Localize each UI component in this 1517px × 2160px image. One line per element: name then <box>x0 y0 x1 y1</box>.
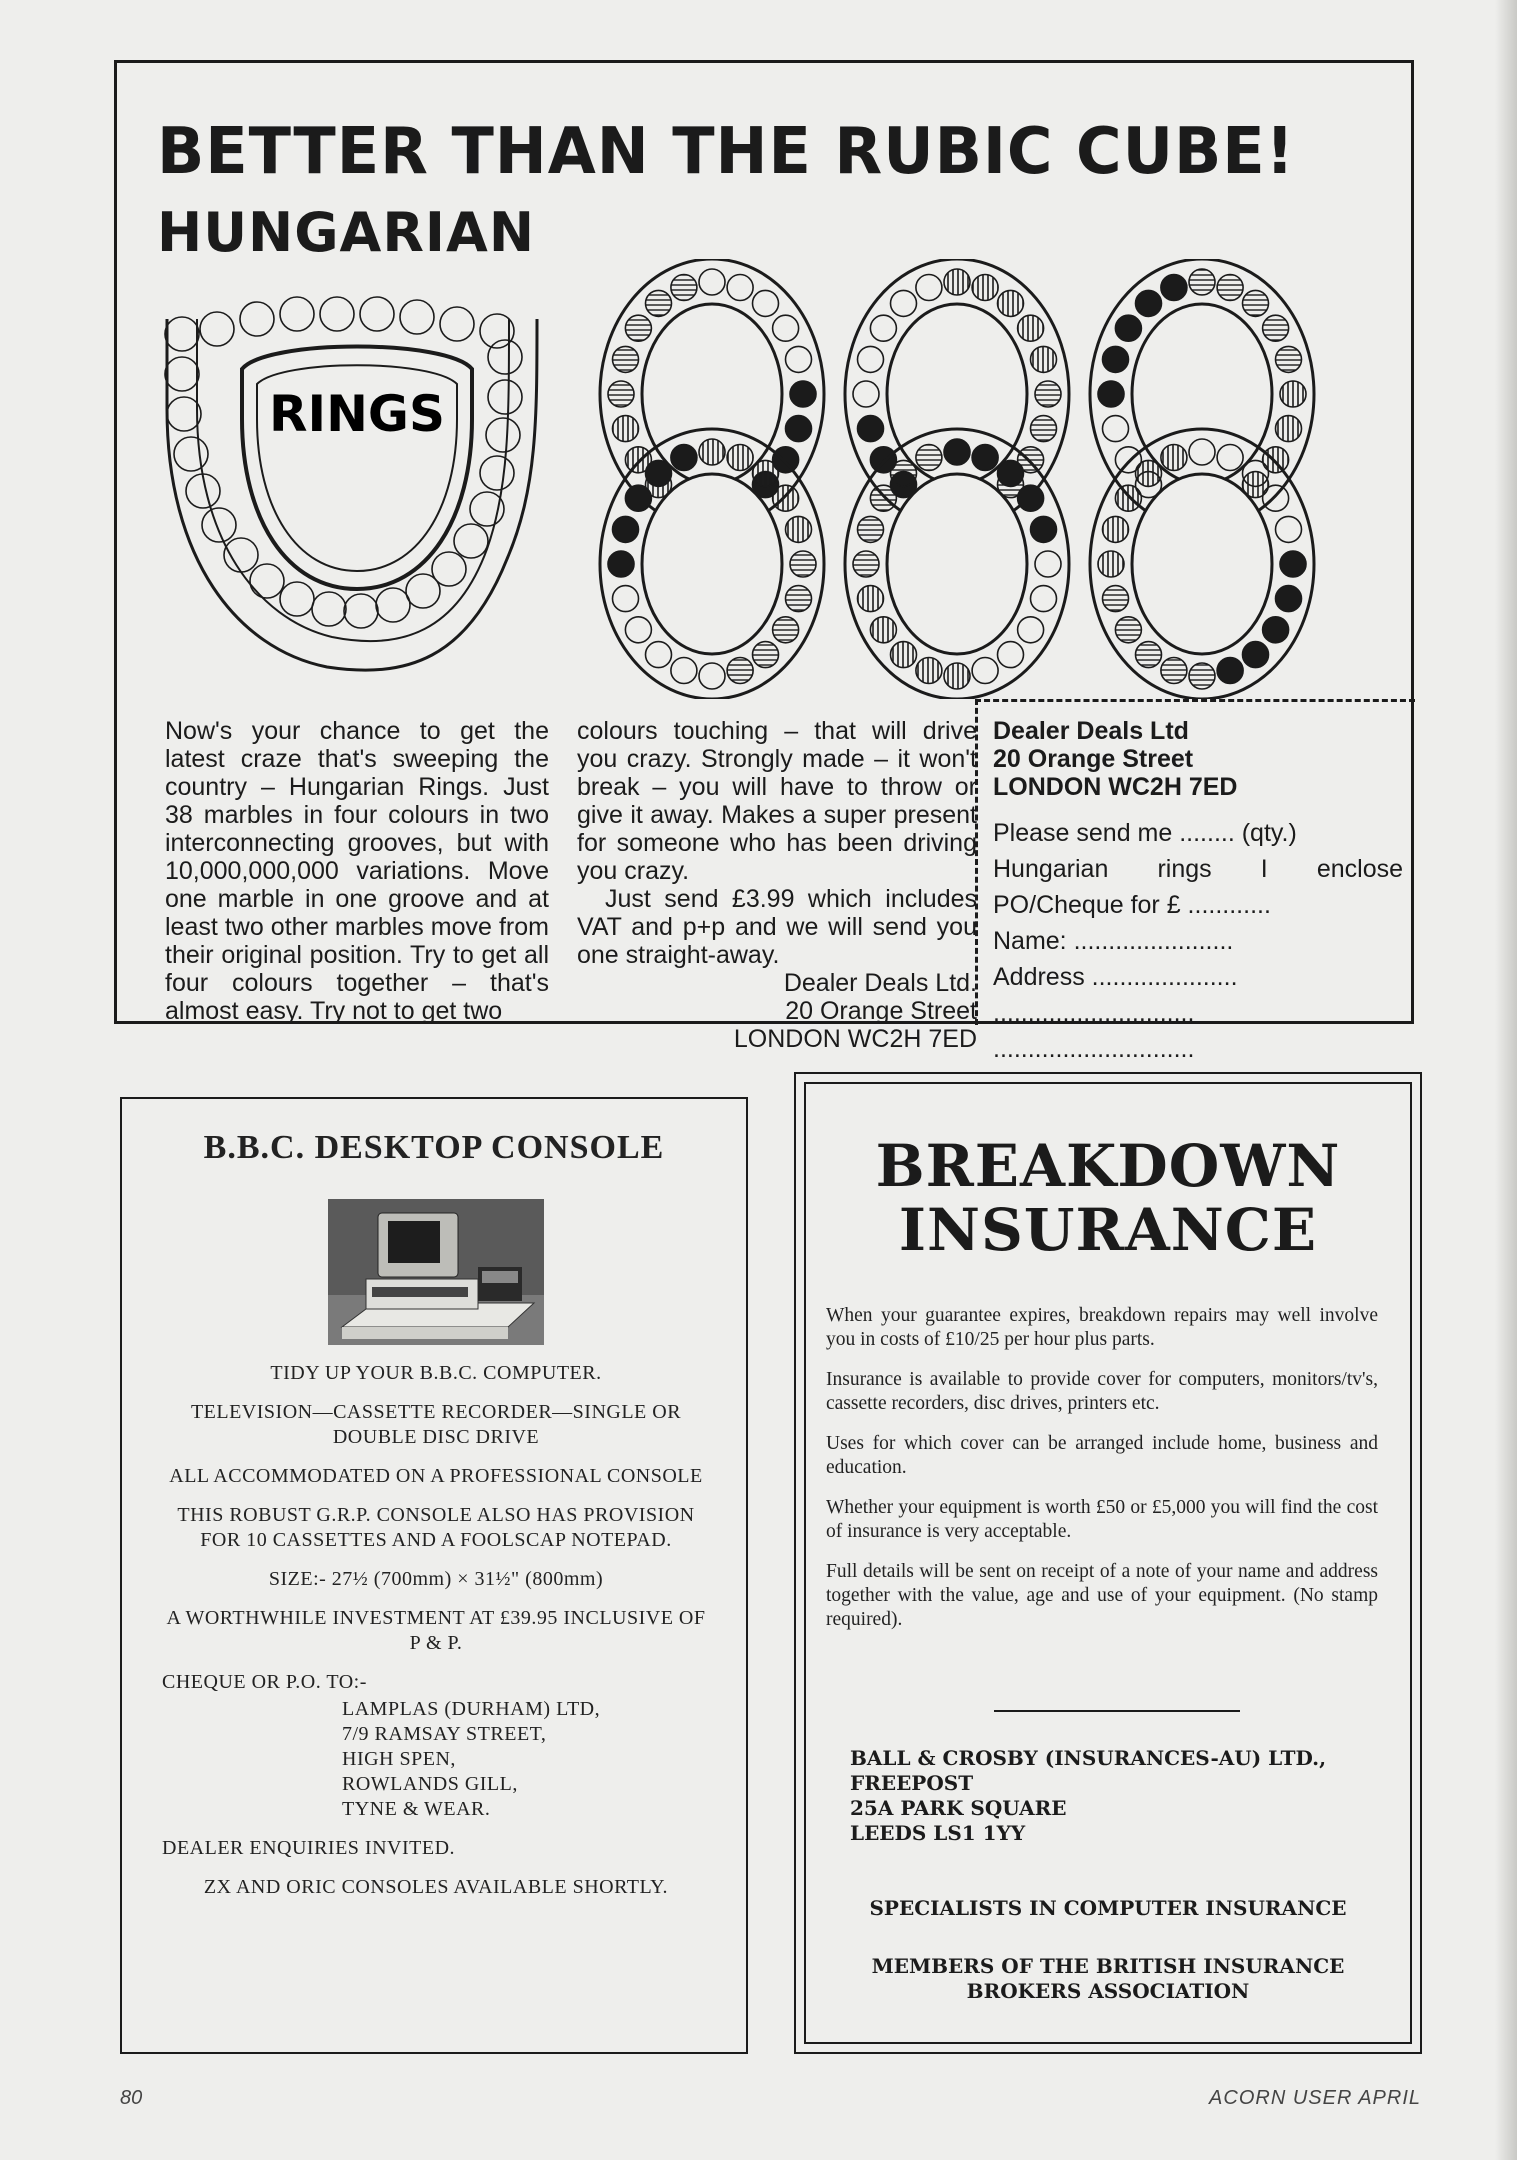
logo-marble <box>280 297 314 331</box>
coupon-address-line: 20 Orange Street <box>993 745 1194 773</box>
logo-marble <box>360 297 394 331</box>
breakdown-insurance-advert <box>794 1072 1422 2054</box>
rings-logo <box>167 319 537 670</box>
insurance-title-line: INSURANCE <box>898 1196 1318 1264</box>
bbc-advert-size: SIZE:- 27½ (700mm) × 31½" (800mm) <box>268 1568 604 1590</box>
advert-subhead: HUNGARIAN <box>157 201 536 264</box>
bbc-advert-line: THIS ROBUST G.R.P. CONSOLE ALSO HAS PROVISION FOR 10 CASSETTES AND A FOOLSCAP NOTEPAD. <box>177 1504 695 1551</box>
advert-copy-column-2 <box>577 717 977 1053</box>
insurance-members-text: BROKERS ASSOCIATION <box>966 1979 1250 2003</box>
advert-copy-paragraph: colours touching – that will drive you crazy. Strongly made – it won't break – you will have to throw or give it away. Makes a super present for someone who has been driving you crazy. <box>577 717 977 885</box>
insurance-specialists-line: SPECIALISTS IN COMPUTER INSURANCE <box>869 1896 1347 1920</box>
coupon-address-line: Dealer Deals Ltd <box>993 717 1189 745</box>
magazine-running-footer: ACORN USER APRIL <box>1209 2087 1421 2109</box>
hungarian-rings-advert <box>114 60 1414 1063</box>
logo-marble <box>344 594 378 628</box>
advert-headline: BETTER THAN THE RUBIC CUBE! <box>157 115 1295 189</box>
logo-marble <box>454 524 488 558</box>
order-coupon <box>975 699 1417 1063</box>
coupon-word: Hungarian <box>993 855 1109 883</box>
insurance-address-line: FREEPOST <box>850 1771 974 1795</box>
logo-marble <box>320 297 354 331</box>
ring-puzzle <box>1090 259 1314 699</box>
page-number: 80 <box>120 2087 143 2109</box>
ring-puzzle <box>845 259 1069 699</box>
logo-marble <box>376 588 410 622</box>
insurance-members-text: MEMBERS OF THE BRITISH INSURANCE <box>871 1954 1345 1978</box>
logo-marble <box>174 437 208 471</box>
logo-marble <box>240 302 274 336</box>
bbc-advert-body <box>162 1361 710 1914</box>
coupon-form <box>993 815 1403 1067</box>
bbc-address-line: TYNE & WEAR. <box>342 1798 491 1820</box>
bbc-address-line: LAMPLAS (DURHAM) LTD, <box>342 1698 601 1720</box>
insurance-address-line: BALL & CROSBY (INSURANCES-AU) LTD., <box>850 1746 1327 1770</box>
logo-marble <box>167 397 201 431</box>
insurance-paragraph: Insurance is available to provide cover for computers, monitors/tv's, cassette recorders, disc drives, printers etc. <box>826 1369 1378 1414</box>
bbc-advert-line: ALL ACCOMMODATED ON A PROFESSIONAL CONSOLE <box>169 1465 703 1487</box>
bbc-advert-price: A WORTHWHILE INVESTMENT AT £39.95 INCLUSIVE OF P & P. <box>166 1607 706 1654</box>
insurance-members-line <box>796 1954 1420 2004</box>
console-photo-drawing <box>328 1199 544 1345</box>
coupon-word: I <box>1260 855 1268 883</box>
bbc-cheque-address <box>162 1697 710 1822</box>
insurance-address <box>850 1746 1326 1846</box>
logo-marble <box>224 538 258 572</box>
coupon-cut-line-left <box>975 699 978 1025</box>
advert-copy-column-1 <box>165 717 549 1025</box>
insurance-title <box>796 1134 1420 1262</box>
insurance-paragraph: When your guarantee expires, breakdown repairs may well involve you in costs of £10/25 per hour plus parts. <box>826 1305 1378 1350</box>
coupon-quantity-field[interactable]: Please send me ........ (qty.) <box>993 819 1297 847</box>
insurance-paragraph: Full details will be sent on receipt of a note of your name and address together with the value, age and use of your equipment. (No stamp required). <box>826 1561 1378 1630</box>
bbc-advert-line: ZX AND ORIC CONSOLES AVAILABLE SHORTLY. <box>203 1876 669 1898</box>
advert-address-line: 20 Orange Street <box>785 997 977 1025</box>
advert-address-line: Dealer Deals Ltd. <box>783 969 977 997</box>
rings-logo-label: RINGS <box>268 385 446 443</box>
coupon-word: enclose <box>1316 855 1403 883</box>
bbc-advert-title: B.B.C. DESKTOP CONSOLE <box>203 1129 665 1166</box>
coupon-address-field[interactable]: Address ..................... <box>993 963 1238 991</box>
bbc-advert-line: TIDY UP YOUR B.B.C. COMPUTER. <box>270 1362 602 1384</box>
logo-marble <box>165 357 199 391</box>
logo-marble <box>200 312 234 346</box>
insurance-body <box>826 1304 1378 1648</box>
insurance-paragraph: Uses for which cover can be arranged include home, business and education. <box>826 1433 1378 1478</box>
insurance-paragraph: Whether your equipment is worth £50 or £5,000 you will find the cost of insurance is very acceptable. <box>826 1497 1378 1542</box>
coupon-address <box>993 717 1237 801</box>
logo-marble <box>400 300 434 334</box>
coupon-cheque-field[interactable]: PO/Cheque for £ ............ <box>993 891 1271 919</box>
coupon-cut-line-top <box>975 699 1415 702</box>
bbc-desktop-console-advert <box>120 1097 748 2054</box>
console-photo <box>328 1199 544 1345</box>
advert-offer-paragraph: Just send £3.99 which includes VAT and p+p and we will send you one straight-away. <box>577 885 977 969</box>
bbc-cheque-label: CHEQUE OR P.O. TO:- <box>162 1671 367 1693</box>
insurance-address-line: 25A PARK SQUARE <box>850 1796 1067 1820</box>
bbc-dealer-enquiries: DEALER ENQUIRIES INVITED. <box>162 1837 456 1859</box>
bbc-address-line: ROWLANDS GILL, <box>342 1773 518 1795</box>
advert-copy-paragraph: Now's your chance to get the latest craze that's sweeping the country – Hungarian Rings. Just 38 marbles in four colours in two interconnecting grooves, but with 10,000,000,000 variations. Move one marble in one groove and at least two other marbles move from their original position. Try to get all four colours together – that's almost easy. Try not to get two <box>165 717 549 1025</box>
coupon-rings-line <box>993 851 1403 887</box>
logo-marble <box>480 456 514 490</box>
bbc-advert-line: TELEVISION—CASSETTE RECORDER—SINGLE OR DOUBLE DISC DRIVE <box>190 1401 682 1448</box>
coupon-address-blank[interactable]: ............................. <box>993 1035 1195 1063</box>
bbc-address-line: HIGH SPEN, <box>342 1748 456 1770</box>
coupon-name-field[interactable]: Name: ....................... <box>993 927 1234 955</box>
logo-marble <box>312 592 346 626</box>
logo-marble <box>432 552 466 586</box>
logo-marble <box>250 564 284 598</box>
advert-address-line: LONDON WC2H 7ED <box>733 1025 977 1053</box>
insurance-title-line: BREAKDOWN <box>875 1132 1341 1200</box>
logo-marble <box>280 582 314 616</box>
hungarian-rings-illustration <box>157 259 1377 699</box>
bbc-address-line: 7/9 RAMSAY STREET, <box>342 1723 547 1745</box>
logo-marble <box>486 418 520 452</box>
ring-puzzle <box>600 259 824 699</box>
insurance-divider <box>994 1710 1240 1712</box>
logo-marble <box>202 508 236 542</box>
logo-marble <box>488 380 522 414</box>
logo-marble <box>440 307 474 341</box>
coupon-word: rings <box>1157 855 1212 883</box>
coupon-address-line: LONDON WC2H 7ED <box>993 773 1238 801</box>
insurance-address-line: LEEDS LS1 1YY <box>850 1821 1026 1845</box>
logo-marble <box>165 317 199 351</box>
page-edge-shadow <box>1495 0 1517 2160</box>
coupon-address-blank[interactable]: ............................. <box>993 999 1195 1027</box>
